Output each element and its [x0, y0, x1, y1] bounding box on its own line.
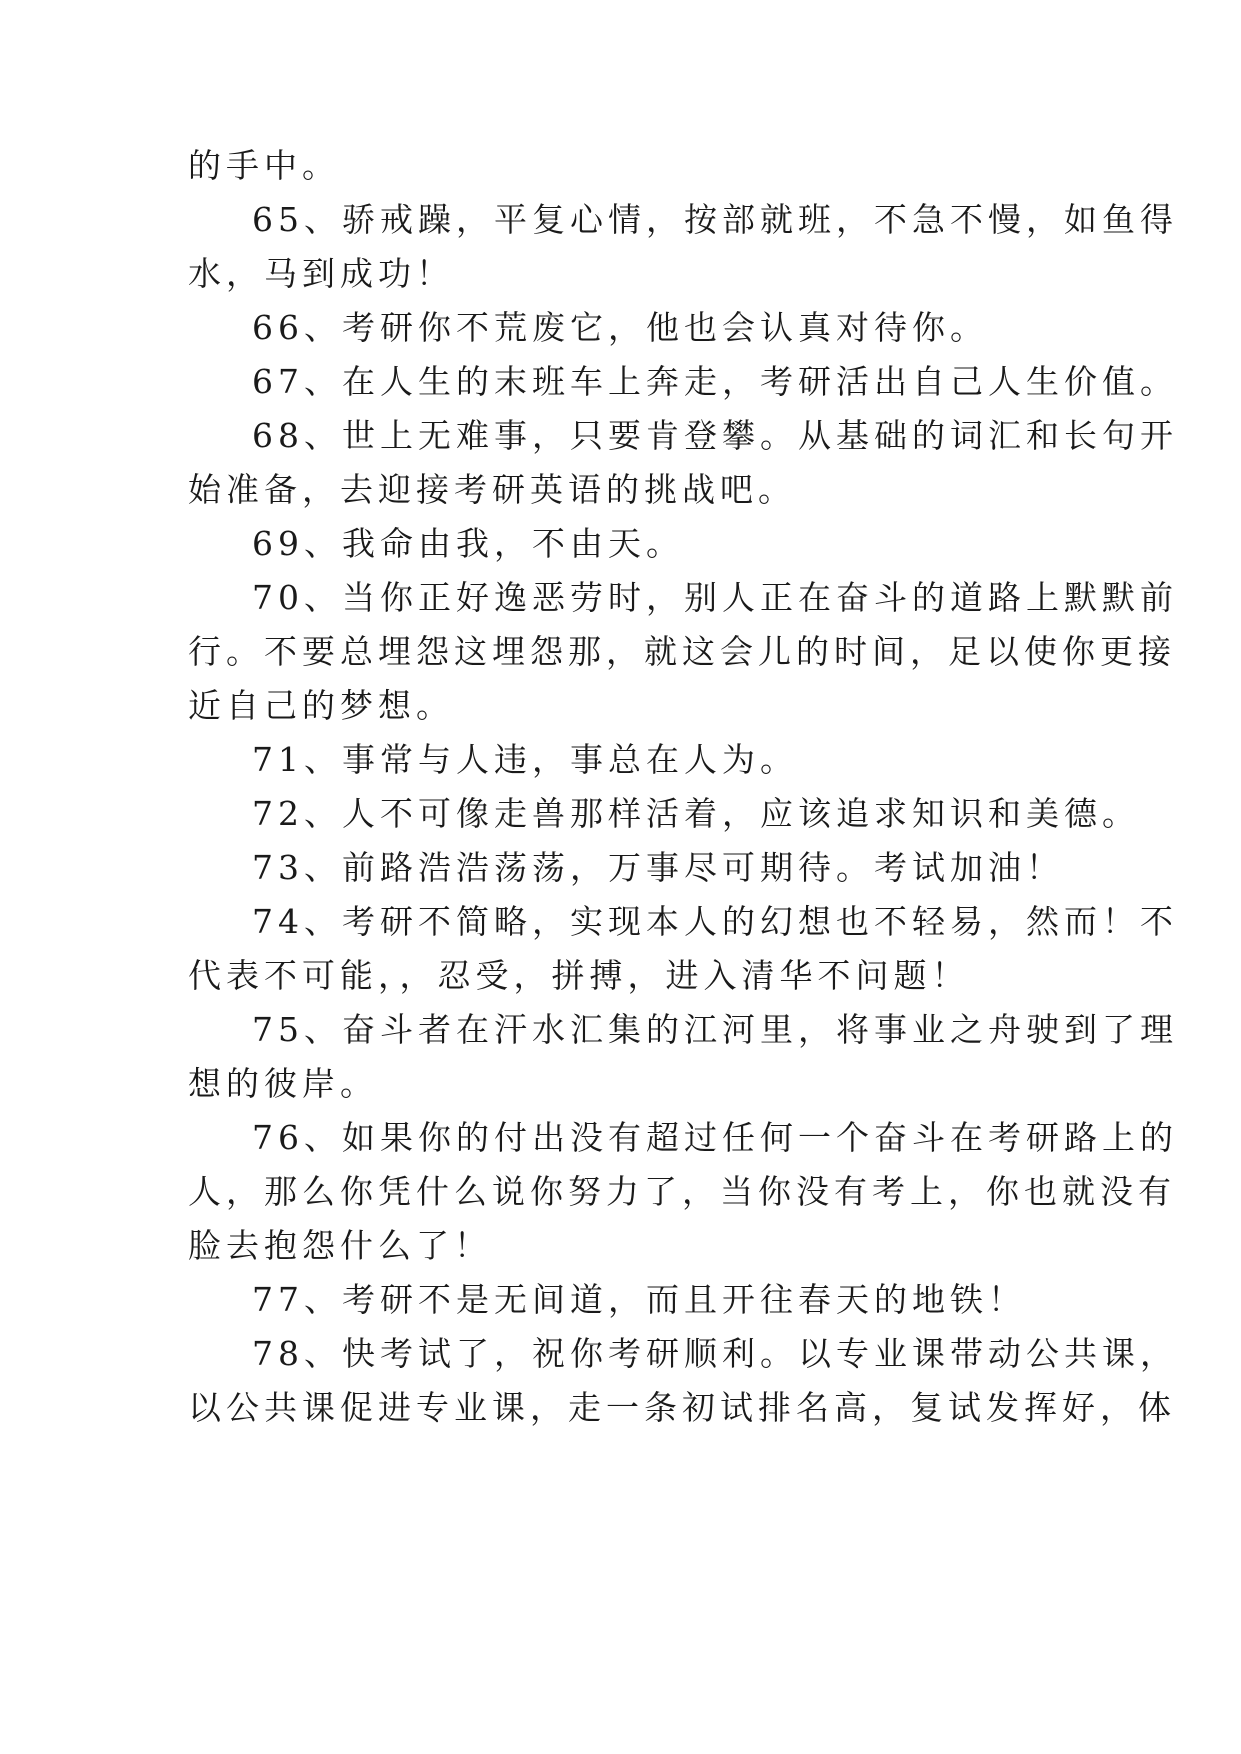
text-line: 67、在人生的末班车上奔走，考研活出自己人生价值。	[252, 362, 1178, 401]
text-line: 78、快考试了，祝你考研顺利。以专业课带动公共课，	[252, 1334, 1178, 1373]
text-line: 人，那么你凭什么说你努力了，当你没有考上，你也就没有	[188, 1172, 1176, 1211]
text-line: 行。不要总埋怨这埋怨那，就这会儿的时间，足以使你更接	[188, 632, 1176, 671]
text-line: 代表不可能，，忍受，拼搏，进入清华不问题！	[188, 956, 970, 995]
text-line: 77、考研不是无间道，而且开往春天的地铁！	[252, 1280, 1026, 1319]
text-line: 66、考研你不荒废它，他也会认真对待你。	[252, 308, 988, 347]
text-line: 始准备，去迎接考研英语的挑战吧。	[188, 470, 796, 509]
text-line: 72、人不可像走兽那样活着，应该追求知识和美德。	[252, 794, 1140, 833]
text-line: 水，马到成功！	[188, 254, 454, 293]
text-line: 71、事常与人违，事总在人为。	[252, 740, 798, 779]
text-line: 70、当你正好逸恶劳时，别人正在奋斗的道路上默默前	[252, 578, 1178, 617]
text-line: 68、世上无难事，只要肯登攀。从基础的词汇和长句开	[252, 416, 1178, 455]
text-line: 76、如果你的付出没有超过任何一个奋斗在考研路上的	[252, 1118, 1178, 1157]
text-line: 73、前路浩浩荡荡，万事尽可期待。考试加油！	[252, 848, 1064, 887]
text-line: 近自己的梦想。	[188, 686, 454, 725]
text-line: 想的彼岸。	[188, 1064, 378, 1103]
text-line: 脸去抱怨什么了！	[188, 1226, 492, 1265]
text-line: 的手中。	[188, 146, 340, 185]
text-line: 75、奋斗者在汗水汇集的江河里，将事业之舟驶到了理	[252, 1010, 1178, 1049]
text-line: 69、我命由我，不由天。	[252, 524, 684, 563]
text-line: 65、骄戒躁，平复心情，按部就班，不急不慢，如鱼得	[252, 200, 1178, 239]
text-line: 74、考研不简略，实现本人的幻想也不轻易，然而！不	[252, 902, 1178, 941]
text-line: 以公共课促进专业课，走一条初试排名高，复试发挥好，体	[188, 1388, 1176, 1427]
